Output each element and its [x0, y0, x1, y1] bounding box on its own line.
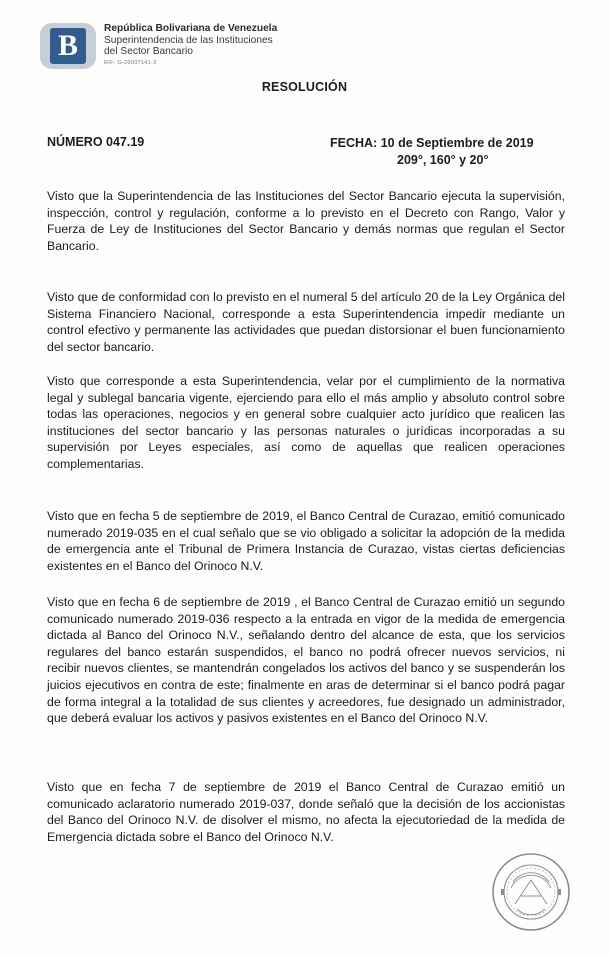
letterhead-sector: del Sector Bancario: [104, 46, 193, 58]
letterhead-text: [104, 23, 277, 66]
logo-letter: B: [50, 28, 86, 64]
paragraph-2: Visto que de conformidad con lo previsto en el numeral 5 del artículo 20 de la Ley Orgánica del Sistema Financiero Nacional, corresponde a esta Superintendencia impedir mediante un control efectivo y permanente las actividades que puedan distorsionar el buen funcionamiento del sector bancario.: [47, 290, 565, 354]
letterhead-country: República Bolivariana de Venezuela: [104, 23, 278, 34]
date-line: FECHA: 10 de Septiembre de 2019: [330, 136, 534, 150]
date-years-line: 209°, 160° y 20°: [397, 153, 489, 167]
resolution-number: NÚMERO 047.19: [47, 135, 145, 149]
paragraph-4: Visto que en fecha 5 de septiembre de 2019, el Banco Central de Curazao, emitió comunicado numerado 2019-035 en el cual señalo que se vio obligado a solicitar la adopción de la medida de emergencia ante el Tribunal de Primera Instancia de Curazao, vistas ciertas deficiencias existentes en el Banco del Orinoco N.V.: [47, 509, 565, 573]
sudeban-logo: [40, 23, 96, 69]
paragraph-5: Visto que en fecha 6 de septiembre de 2019 , el Banco Central de Curazao emitió un segundo comunicado numerado 2019-036 respecto a la entrada en vigor de la medida de emergencia dictada al Banco del Orinoco N.V., señalando dentro del alcance de esta, que los servicios regulares del banco estarán suspendidos, el banco no podrá ofrecer nuevos servicios, ni recibir nuevos clientes, se mantendrán congelados los activos del banco y se suspenderán los juicios ejecutivos en contra de este; finalmente en aras de determinar si el banco podrá pagar de forma integral a la totalidad de sus clientes y acreedores, fue designado un administrador, que deberá evaluar los activos y pasivos existentes en el Banco del Orinoco N.V.: [47, 595, 565, 726]
letterhead-institution: Superintendencia de las Instituciones: [104, 34, 273, 46]
paragraph-1: Visto que la Superintendencia de las Instituciones del Sector Bancario ejecuta la supervisión, inspección, control y regulación, conforme a lo previsto en el Decreto con Rango, Valor y Fuerza de Ley de Instituciones del Sector Bancario y demás normas que regulan el Sector Bancario.: [47, 189, 565, 253]
document-title: RESOLUCIÓN: [261, 80, 348, 94]
letterhead: [40, 20, 340, 72]
letterhead-rif: RIF: G-20007141-3: [104, 59, 157, 66]
resolution-date: [330, 135, 534, 169]
paragraph-3: Visto que corresponde a esta Superintendencia, velar por el cumplimiento de la normativa legal y sublegal bancaria vigente, ejerciendo para ello el más amplio y absoluto control sobre todas las operaciones, negocios y en general sobre cualquier acto jurídico que realicen las instituciones del sector bancario y las personas naturales o jurídicas incorporadas a su supervisión por Leyes especiales, así como de aquellas que realicen operaciones complementarias.: [47, 374, 565, 471]
official-seal-stamp: [491, 852, 571, 932]
paragraph-6: Visto que en fecha 7 de septiembre de 2019 el Banco Central de Curazao emitió un comunicado aclaratorio numerado 2019-037, donde señaló que la decisión de los accionistas del Banco del Orinoco N.V. de disolver el mismo, no afecta la ejecutoriedad de la medida de Emergencia dictada sobre el Banco del Orinoco N.V.: [47, 780, 565, 844]
